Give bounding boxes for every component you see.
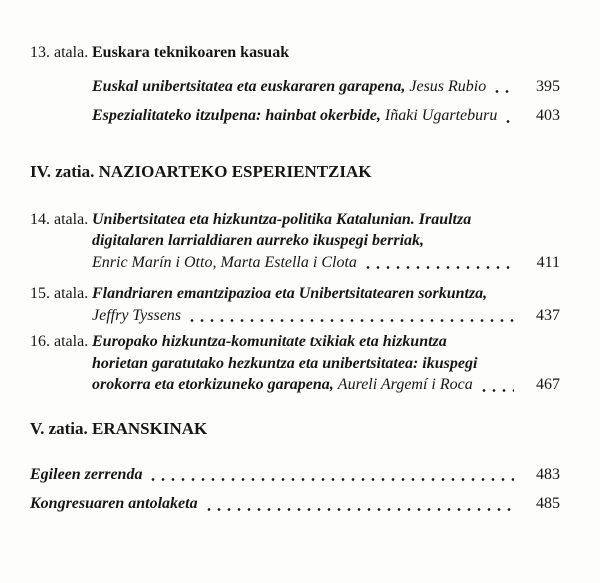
page-number: 395	[536, 77, 560, 95]
page-number: 437	[536, 306, 560, 324]
page-number: 403	[536, 107, 560, 124]
chapter-16-title-line1: Europako hizkuntza-komunitate txikiak eta hizkuntza	[92, 333, 447, 350]
chapter-14-entry	[30, 209, 560, 274]
page-number: 411	[536, 253, 560, 271]
appendix-title: Kongresuaren antolaketa	[30, 495, 198, 512]
dot-leader	[503, 109, 514, 127]
dot-leader	[363, 255, 514, 273]
appendix-entry	[30, 464, 560, 486]
chapter-14-label: 14. atala.	[30, 210, 89, 228]
appendix-title: Egileen zerrenda	[30, 465, 143, 483]
chapter-16-entry	[30, 331, 560, 396]
chapter-15-author: Jeffry Tyssens	[92, 306, 182, 324]
toc-entry	[30, 76, 560, 98]
chapter-16-label: 16. atala.	[30, 333, 89, 350]
dot-leader	[479, 378, 514, 396]
part-iv-heading: IV. zatia. NAZIOARTEKO ESPERIENTZIAK	[30, 161, 372, 181]
dot-leader	[187, 308, 514, 326]
chapter-16-title-line3: orokorra eta etorkizuneko garapena,	[92, 376, 338, 393]
page-number: 483	[536, 465, 560, 483]
entry-title: Euskal unibertsitatea eta euskararen garapena,	[92, 77, 410, 95]
chapter-13-heading-row	[30, 42, 560, 64]
page-number: 485	[536, 495, 560, 512]
page-number: 467	[536, 376, 560, 393]
chapter-13-section	[30, 42, 560, 127]
chapter-16-title-line2: horietan garatutako hezkuntza eta unibertsitatea: ikuspegi	[92, 354, 478, 372]
chapter-15-title-line1: Flandriaren emantzipazioa eta Unibertsitatearen sorkuntza,	[92, 285, 488, 302]
chapter-15-label: 15. atala.	[30, 285, 89, 302]
dot-leader	[492, 79, 514, 97]
dot-leader	[148, 467, 514, 485]
chapter-14-title-line2: digitalaren larrialdiaren aurreko ikuspegi berriak,	[92, 232, 425, 249]
appendix-entry	[30, 493, 560, 515]
chapter-14-title-line1: Unibertsitatea eta hizkuntza-politika Katalunian. Iraultza	[92, 210, 472, 228]
dot-leader	[204, 497, 514, 515]
entry-author: Jesus Rubio	[409, 77, 487, 95]
entry-author: Iñaki Ugarteburu	[384, 107, 498, 124]
toc-entry	[30, 105, 560, 127]
chapter-13-label: 13. atala.	[30, 44, 89, 61]
chapter-14-authors: Enric Marín i Otto, Marta Estella i Clota	[92, 253, 357, 271]
entry-title: Espezialitateko itzulpena: hainbat okerbide,	[92, 107, 385, 124]
chapter-15-entry	[30, 283, 560, 326]
chapter-16-author: Aureli Argemí i Roca	[337, 376, 473, 393]
part-v-heading: V. zatia. ERANSKINAK	[30, 418, 208, 438]
chapter-13-title: Euskara teknikoaren kasuak	[92, 44, 290, 61]
